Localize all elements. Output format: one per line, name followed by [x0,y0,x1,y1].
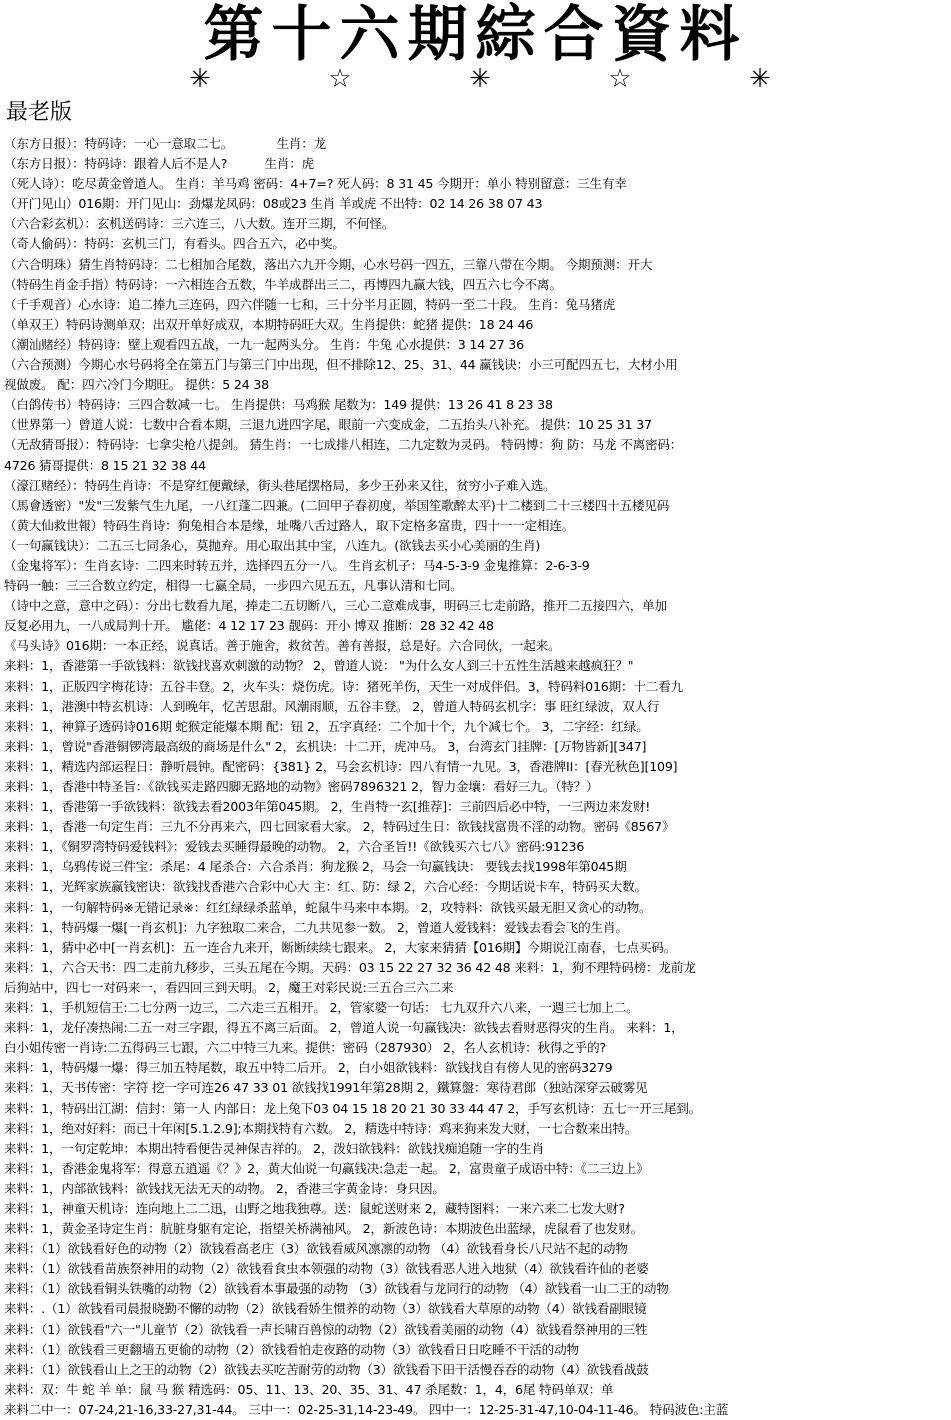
text-line: 来料：双：牛 蛇 羊 单：鼠 马 猴 精选码：05、11、13、20、35、31、47 杀尾数：1，4，6尾 特码单双：单 [4,1381,614,1397]
content-lines [4,134,947,1420]
text-line: 来料：1，香港第一手欲钱料：欲钱找喜欢刺激的动物？ 2，曾道人说： "为什么女人到三十五性生活越来越疯狂？" [4,658,634,674]
text-line: 来料：（1）欲钱看铜头铁嘴的动物（2）欲钱看本事最强的动物 （3）欲钱看与龙同行的动物 （4）欲钱看一山二王的动物 [4,1281,669,1297]
text-line: （诗中之意，意中之码）：分出七数看九尾，捧走二五切断八，三心二意难成事，明码三七走前路，推开二五接四六，单加 [4,598,667,614]
text-line: 来料：（1）欲钱看"六一"儿童节（2）欲钱看一声长啸百兽惊的动物（2）欲钱看美丽的动物（4）欲钱看祭神用的三牲 [4,1321,648,1337]
text-line: 来料：（1）欲钱看好色的动物（2）欲钱看高老庄（3）欲钱看威风凛凛的动物 （4）欲钱看身长八尺站不起的动物 [4,1241,628,1257]
text-line: （单双王）特码诗测单双：出双开单好成双，本期特码旺大双。生肖提供：蛇猪 提供：18 24 46 [4,316,534,332]
text-line: 反复必用九，一八成局判十开。 尴佬：4 12 17 23 靓码：开小 博双 推断：28 32 42 48 [4,618,494,634]
text-line: 来料二中一：07-24,21-16,33-27,31-44。 三中一：02-25-31,14-23-49。 四中一：12-25-31-47,10-04-11-46。 特码波色:主蓝 [4,1401,729,1417]
text-line: 来料：1，精选内部运程日：静听晨钟。配密码：{381} 2，马会玄机诗：四八有情一九见。3，香港牌II：[春光秋色][109] [4,758,678,774]
text-line: （东方日报）：特码诗：一心一意取二七。 生肖：龙 [4,136,327,151]
text-line: （潮汕赌经）特码诗：壁上观看四五战，一九一起两头分。 生肖：牛兔 心水提供：3 14 27 36 [4,336,524,352]
text-line: 来料：（1）欲钱看山上之王的动物（2）欲钱去买吃苦耐劳的动物（3）欲钱看下田干活慢吞吞的动物（4）欲钱看战鼓 [4,1361,649,1377]
text-line: （金鬼将军）：生肖玄诗：二四来时转五并，选择四五分一八。 生肖玄机子：马4-5-3-9 金鬼推算：2-6-3-9 [4,557,590,573]
text-line: （特码生肖金手指）特码诗：一六相连合五数，牛羊成群出三二，再博四九赢大钱，四五六七今不离。 [4,276,562,292]
text-line: （一句赢钱诀）：二五三七同条心，莫抛弃。用心取出其中宝，八连九。(欲钱去买小心美丽的生肖) [4,537,541,553]
text-line: 来料：1，香港第一手欲钱料：欲钱去看2003年第045期。 2，生肖特一玄[推荐]：三前四后必中特，一三两边来发财! [4,799,651,815]
edition-label: 最老版 [6,100,73,125]
asterisk-icon: ✳ [749,64,771,94]
text-line: 来料：1，神童天机诗：连向地上二二迅，山野之地我独尊。送：鼠蛇送财来 2，藏特图料：一来六来二七发大财? [4,1200,625,1216]
text-line: 《马头诗》016期：一本正经，说真话。善于施舍，救贫苦。善有善报，总是好。六合同伙，一起来。 [4,638,561,654]
text-line: 来料：1，正版四字梅花诗：五谷丰登。2，火车头：烧伤虎。诗：猪死羊伤，天生一对成伴侣。3，特码料016期：十二看九 [4,678,683,694]
text-line: 来料：1，特码出江湖：信封：第一人 内部日：龙上兔下03 04 15 18 20 21 30 33 44 47 2，手写玄机诗：五七一开三尾到。 [4,1100,702,1116]
text-line: 后狗站中，四七一对码来一，看四回三到天明。 2，魔王对彩民说:三五合三六二来 [4,979,454,995]
text-line: 来料：1，特码爆一爆[一肖玄机]：九字独取二来合，二九共见参一数。 2，曾道人爱钱料：爱钱去看会飞的生肖。 [4,919,628,935]
text-line: （无敌猜哥报）：特码诗：七拿尖枪八提剑。 猜生肖：一七成排八相连，二九定数为灵码。 特码博：狗 防：马龙 不离密码： [4,437,683,453]
text-line: 来料：1，香港中特圣旨：《欲钱买走路四脚无路地的动物》密码7896321 2，智力金壤：看好三九。（特？） [4,779,599,794]
text-line: （世界第一）曾道人说：七数中合看本期，三退九进四字尾，眼前一六变成金，二五抬头八补充。 提供：10 25 31 37 [4,417,652,433]
text-line: 来料：（1）欲钱看苗族祭神用的动物（2）欲钱看食虫本领强的动物（3）欲钱看恶人进入地狱（4）欲钱看许仙的老婆 [4,1261,649,1277]
text-line: 来料：1，一句定乾坤：本期出特看便告灵神保吉祥的。 2，泼妇欲钱料：欲钱找痴追随一字的生肖 [4,1140,544,1156]
text-line: 来料：1，绝对好料：而已十年闲[5.1.2.9];本期找特有六数。 2，精选中特诗：鸡来狗来发大财，一七合数来出特。 [4,1120,638,1136]
text-line: （东方日报）：特码诗：跟着人后不是人? 生肖：虎 [4,156,315,172]
text-line: 特码一触：三三合数立约定，相得一七赢全局，一步四六见五五，凡事认清和七同。 [4,578,463,594]
text-line: （六合预测）今期心水号码将全在第五门与第三门中出现，但不排除12、25、31、44 赢钱诀：小三可配四五七，大材小用 [4,357,678,373]
text-line: 来料：1，光辉家族赢钱密诀：欲钱找香港六合彩中心大 主：红、防：绿 2，六合心经：今期话说卡车，特码买大数。 [4,879,647,895]
text-line: （馬會透密）"发"三发紫气生九尾，一八红蓬二四兼。(二回甲子春初度，举国笙歌醉太平)十二楼到二十三楼四十五楼见码 [4,497,670,513]
text-line: （白鸽传书）特码诗：三四合数减一七。 生肖提供：马鸡猴 尾数为：149 提供：13 26 41 8 23 38 [4,397,553,413]
asterisk-icon: ✳ [189,64,211,94]
text-line: （奇人偷码）：特码：玄机三门，有看头。四合五六，必中奖。 [4,236,345,252]
text-line: 来料：1，龙仔凑热闹:二五一对三字跟，得五不离三后面。 2，曾道人说一句赢钱决：欲钱去看财恶得灾的生肖。 来料：1， [4,1020,684,1036]
star-icon: ☆ [608,64,632,94]
star-icon: ☆ [328,64,352,94]
text-line: 来料：1，《铜罗湾特码爱钱料》：爱钱去买睡得最晚的动物。 2，六合圣旨!!《欲钱买六七八》密码:91236 [4,839,585,855]
text-line: （六合彩玄机）：玄机送码诗：三六连三，八大数。连开三期，不何怪。 [4,216,395,232]
text-line: 来料：1，黄金圣诗定生肖：肮脏身躯有定论，指望关桥满袖风。 2，新波色诗：本期波色出蓝绿，虎鼠看了也发财。 [4,1221,644,1237]
text-line: 来料：1，港澳中特玄机诗：人到晚年，忆苦思甜。风潮雨顺，五谷丰登。 2，曾道人特码玄机字：事 旺红绿波，双人行 [4,698,660,714]
star-decoration-row [180,64,780,94]
text-line: 来料：1，猜中必中[一肖玄机]：五一连合九来开，断断续续七跟来。 2，大家来猜猜【016期】今期说江南春，七点买码。 [4,939,676,955]
text-line: 来料：1，内部欲钱料：欲钱找无法无天的动物。 2，香港三字黄金诗：身只因。 [4,1180,445,1196]
text-line: （死人诗）：吃尽黄金曾道人。 生肖：羊马鸡 密码：4+7=? 死人码：8 31 45 今期开：单小 特别留意：三生有幸 [4,176,627,192]
text-line: 白小姐传密一肖诗:二五得码三七跟，六二中特三九来。提供：密码（287930） 2，名人玄机诗：秋得之乎的? [4,1040,606,1056]
text-line: 来料：1，香港金鬼将军：得意五逍遥《？》2，黄大仙说一句赢钱决:急走一起。 2，富贵童子成语中特：《二三边上》 [4,1160,649,1176]
text-line: （濠江赌经）：特码生肖诗：不是穿红便戴绿，街头巷尾摆格局，多少王孙来又往，贫穷小子难入选。 [4,477,556,493]
text-line: 来料：1，乌鸦传说三件宝：杀尾：4 尾杀合：六合杀肖：狗龙猴 2，马会一句赢钱诀： 要钱去找1998年第045期 [4,859,627,875]
text-line: 来料：1，六合天书：四二走前九移步，三头五尾在今期。天码：03 15 22 27 32 36 42 48 来料：1，狗不理特码榜：龙前龙 [4,959,696,975]
text-line: （黄大仙救世報）特码生肖诗：狗兔相合本是缘，址嘴八舌过路人，取下定格多富贵，四十一一定相连。 [4,517,575,533]
text-line: 来料：1，天书传密：字符 挖一字可连26 47 33 01 欲钱找1991年第28期 2，鐵算盤：寒待君郎（独站深穿云破雾见 [4,1080,648,1096]
text-line: 来料：1，曾说"香港铜锣湾最高级的商场是什么" 2，玄机诀：十二开，虎冲马。 3，台湾玄门挂牌：[万物皆新][347] [4,738,647,754]
asterisk-icon: ✳ [469,64,491,94]
text-line: （千手观音）心水诗：追二捧九三连码，四六伴随一七和，三十分半月正圆，特码一至二十段。 生肖：兔马猪虎 [4,296,616,312]
text-line: 来料：（1）欲钱看三更翻墙五更偷的动物（2）欲钱看怕走夜路的动物（3）欲钱看日日吃睡不干活的动物 [4,1341,579,1357]
text-line: 来料：1，一句解特码※无错记录※：红红绿绿杀蓝单，蛇鼠牛马来中本期。 2，攻特料：欲钱买最无胆又贪心的动物。 [4,899,652,915]
text-line: 来料：1，神算子透码诗016期 蛇猴定能爆本期 配：钮 2，五字真经：二个加十个，九个减七个。 3，二字经：红绿。 [4,718,649,734]
text-line: 视做废。 配：四六冷门今期旺。 提供：5 24 38 [4,377,269,393]
text-line: 来料：1，香港一句定生肖：三九不分再来六，四七回家看大家。 2，特码过生日：欲钱找富贵不淫的动物。密码《8567》 [4,819,675,835]
text-line: （开门见山）016期：开门见山：劲爆龙凤码：08或23 生肖 羊或虎 不出特：02 14 26 38 07 43 [4,196,543,212]
text-line: 来料：1，手机短信王:二七分两一边三，二六走三五相开。 2，管家婆一句话： 七九双升六八来，一週三七加上二。 [4,1000,639,1016]
text-line: 来料：1，特码爆一爆：得三加五特尾数，取五中特二后开。 2，白小姐欲钱料：欲钱找自有傍人见的密码3279 [4,1060,613,1076]
text-line: 来料：.（1）欲钱看司晨报晓勤不懈的动物（2）欲钱看娇生惯养的动物（3）欲钱看大草原的动物（4）欲钱看副眼镜 [4,1301,647,1317]
page-title: 第十六期綜合資料 [203,0,748,70]
text-line: （六合明珠）猜生肖特码诗：二七相加合尾数，落出六九开今期，心水号码一四五，三靠八带在今期。 今期预测：开大 [4,256,653,272]
text-line: 4726 猜哥提供：8 15 21 32 38 44 [4,457,206,473]
